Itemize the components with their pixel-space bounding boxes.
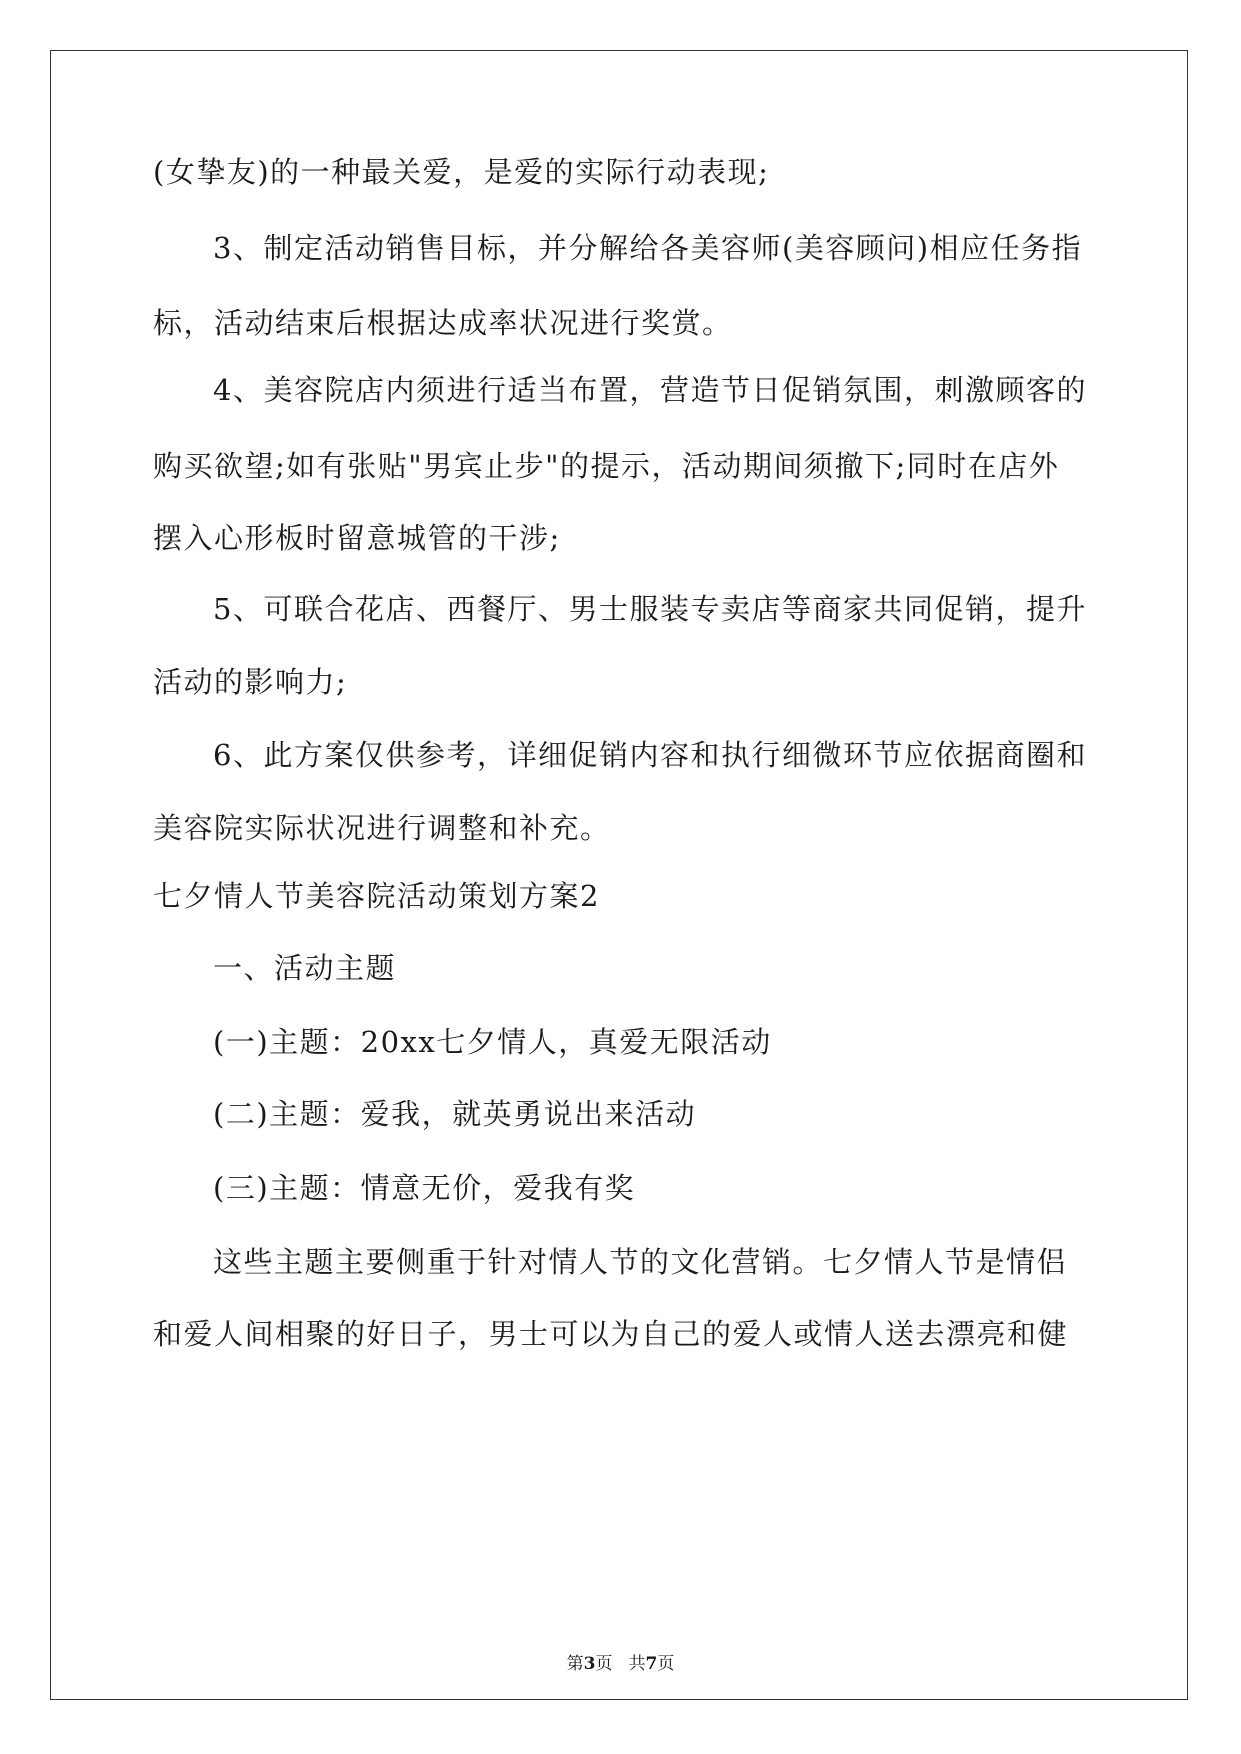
text-line: 购买欲望;如有张贴"男宾止步"的提示，活动期间须撤下;同时在店外	[153, 449, 1060, 483]
text-line: 6、此方案仅供参考，详细促销内容和执行细微环节应依据商圈和	[213, 738, 1087, 772]
text-line: (一)主题：20xx七夕情人，真爱无限活动	[213, 1025, 772, 1059]
text-line: 这些主题主要侧重于针对情人节的文化营销。七夕情人节是情侣	[213, 1245, 1068, 1279]
text-line: 4、美容院店内须进行适当布置，营造节日促销氛围，刺激顾客的	[213, 373, 1087, 407]
footer-page-word: 页	[595, 1654, 613, 1674]
text-line: 5、可联合花店、西餐厅、男士服装专卖店等商家共同促销，提升	[213, 592, 1087, 626]
section-heading: 七夕情人节美容院活动策划方案2	[153, 879, 600, 913]
page-frame	[50, 50, 1188, 1700]
footer-prefix: 第	[566, 1654, 584, 1674]
footer-current-page: 3	[583, 1654, 596, 1674]
page-footer	[0, 1652, 1241, 1676]
text-line: (三)主题：情意无价，爱我有奖	[213, 1171, 636, 1205]
text-line: 活动的影响力;	[153, 665, 348, 699]
text-line: 摆入心形板时留意城管的干涉;	[153, 521, 561, 555]
subsection-heading: 一、活动主题	[213, 951, 397, 985]
text-line: 和爱人间相聚的好日子，男士可以为自己的爱人或情人送去漂亮和健	[153, 1317, 1069, 1351]
text-line: 3、制定活动销售目标，并分解给各美容师(美容顾问)相应任务指	[213, 231, 1083, 265]
text-line: 美容院实际状况进行调整和补充。	[153, 811, 611, 845]
text-line: (女挚友)的一种最关爱，是爱的实际行动表现;	[153, 155, 770, 189]
footer-total-suffix: 页	[657, 1654, 675, 1674]
text-line: (二)主题：爱我，就英勇说出来活动	[213, 1097, 697, 1131]
footer-total-pages: 7	[645, 1654, 658, 1674]
footer-total-prefix: 共	[628, 1654, 646, 1674]
text-line: 标，活动结束后根据达成率状况进行奖赏。	[153, 306, 733, 340]
